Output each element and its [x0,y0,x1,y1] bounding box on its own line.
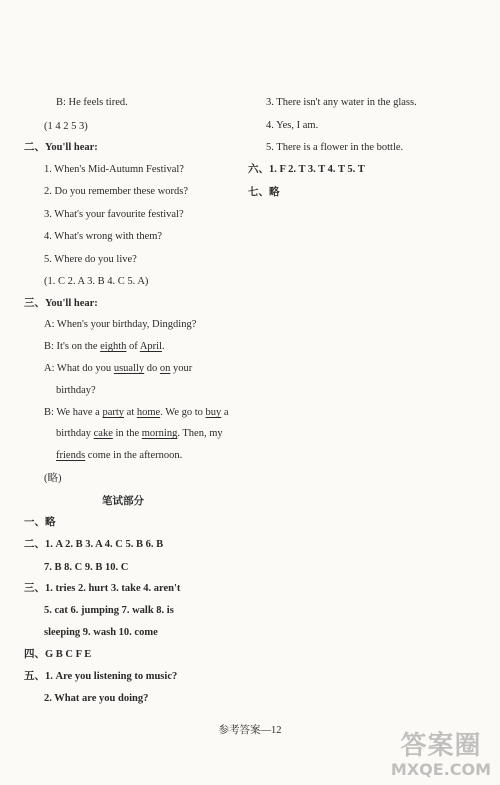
section-heading: 二、You'll hear: [24,142,98,153]
underlined-word: April [139,341,162,352]
underlined-word: usually [113,363,145,374]
watermark-main-text: 答案圈 [400,731,482,761]
answer-order: (1 4 2 5 3) [44,121,88,132]
dialogue-line [44,406,229,420]
watermark-sub-text: MXQE.COM [390,760,492,779]
text-run: do [144,363,160,374]
answer-key: 三、1. tries 2. hurt 3. take 4. aren't [24,583,181,594]
answer-line: 4. Yes, I am. [266,120,319,131]
underlined-word: morning [141,428,178,439]
answer-key: 五、1. Are you listening to music? [24,671,178,682]
watermark-logo [386,731,496,781]
section-heading: 一、略 [24,517,56,528]
underlined-word: buy [205,407,222,418]
text-run: B: We have a [44,407,103,418]
question-line: 5. Where do you live? [44,254,137,265]
answer-key: 2. What are you doing? [44,693,149,704]
text-run: your [170,363,193,374]
answer-line: 5. There is a flower in the bottle. [266,142,404,153]
text-run: of [126,341,140,352]
dialogue-line: A: When's your birthday, Dingding? [44,319,197,330]
answer-note: (略) [44,473,62,484]
answer-line: 3. There isn't any water in the glass. [266,97,417,108]
dialogue-line [56,449,182,463]
answer-key: (1. C 2. A 3. B 4. C 5. A) [44,276,149,287]
dialogue-line: birthday? [56,385,96,396]
section-heading: 七、略 [248,187,280,198]
text-run: . [161,341,165,352]
section-heading: 三、You'll hear: [24,298,98,309]
dialogue-line [44,340,165,354]
underlined-word: on [159,363,171,374]
text-run: in the [112,428,142,439]
answer-key: sleeping 9. wash 10. come [44,627,158,638]
section-title: 笔试部分 [102,496,144,507]
text-run: . We go to [160,407,206,418]
underlined-word: home [136,407,161,418]
answer-key: 7. B 8. C 9. B 10. C [44,562,129,573]
underlined-word: party [102,407,125,418]
answer-key: 四、G B C F E [24,649,92,660]
text-run: A: What do you [44,363,114,374]
page-footer: 参考答案—12 [218,725,282,736]
answer-key: 二、1. A 2. B 3. A 4. C 5. B 6. B [24,539,164,550]
underlined-word: cake [93,428,113,439]
question-line: 3. What's your favourite festival? [44,209,184,220]
answer-line: B: He feels tired. [56,97,128,108]
text-run: birthday [56,428,94,439]
underlined-word: eighth [100,341,127,352]
question-line: 1. When's Mid-Autumn Festival? [44,164,184,175]
question-line: 2. Do you remember these words? [44,186,189,197]
text-run: B: It's on the [44,341,101,352]
dialogue-line [44,362,192,376]
answer-key: 六、1. F 2. T 3. T 4. T 5. T [248,164,365,175]
underlined-word: friends [56,450,86,461]
question-line: 4. What's wrong with them? [44,231,163,242]
dialogue-line [56,427,223,441]
text-run: come in the afternoon. [85,450,183,461]
answer-key: 5. cat 6. jumping 7. walk 8. is [44,605,174,616]
text-run: . Then, my [177,428,223,439]
text-run: at [124,407,137,418]
text-run: a [221,407,229,418]
